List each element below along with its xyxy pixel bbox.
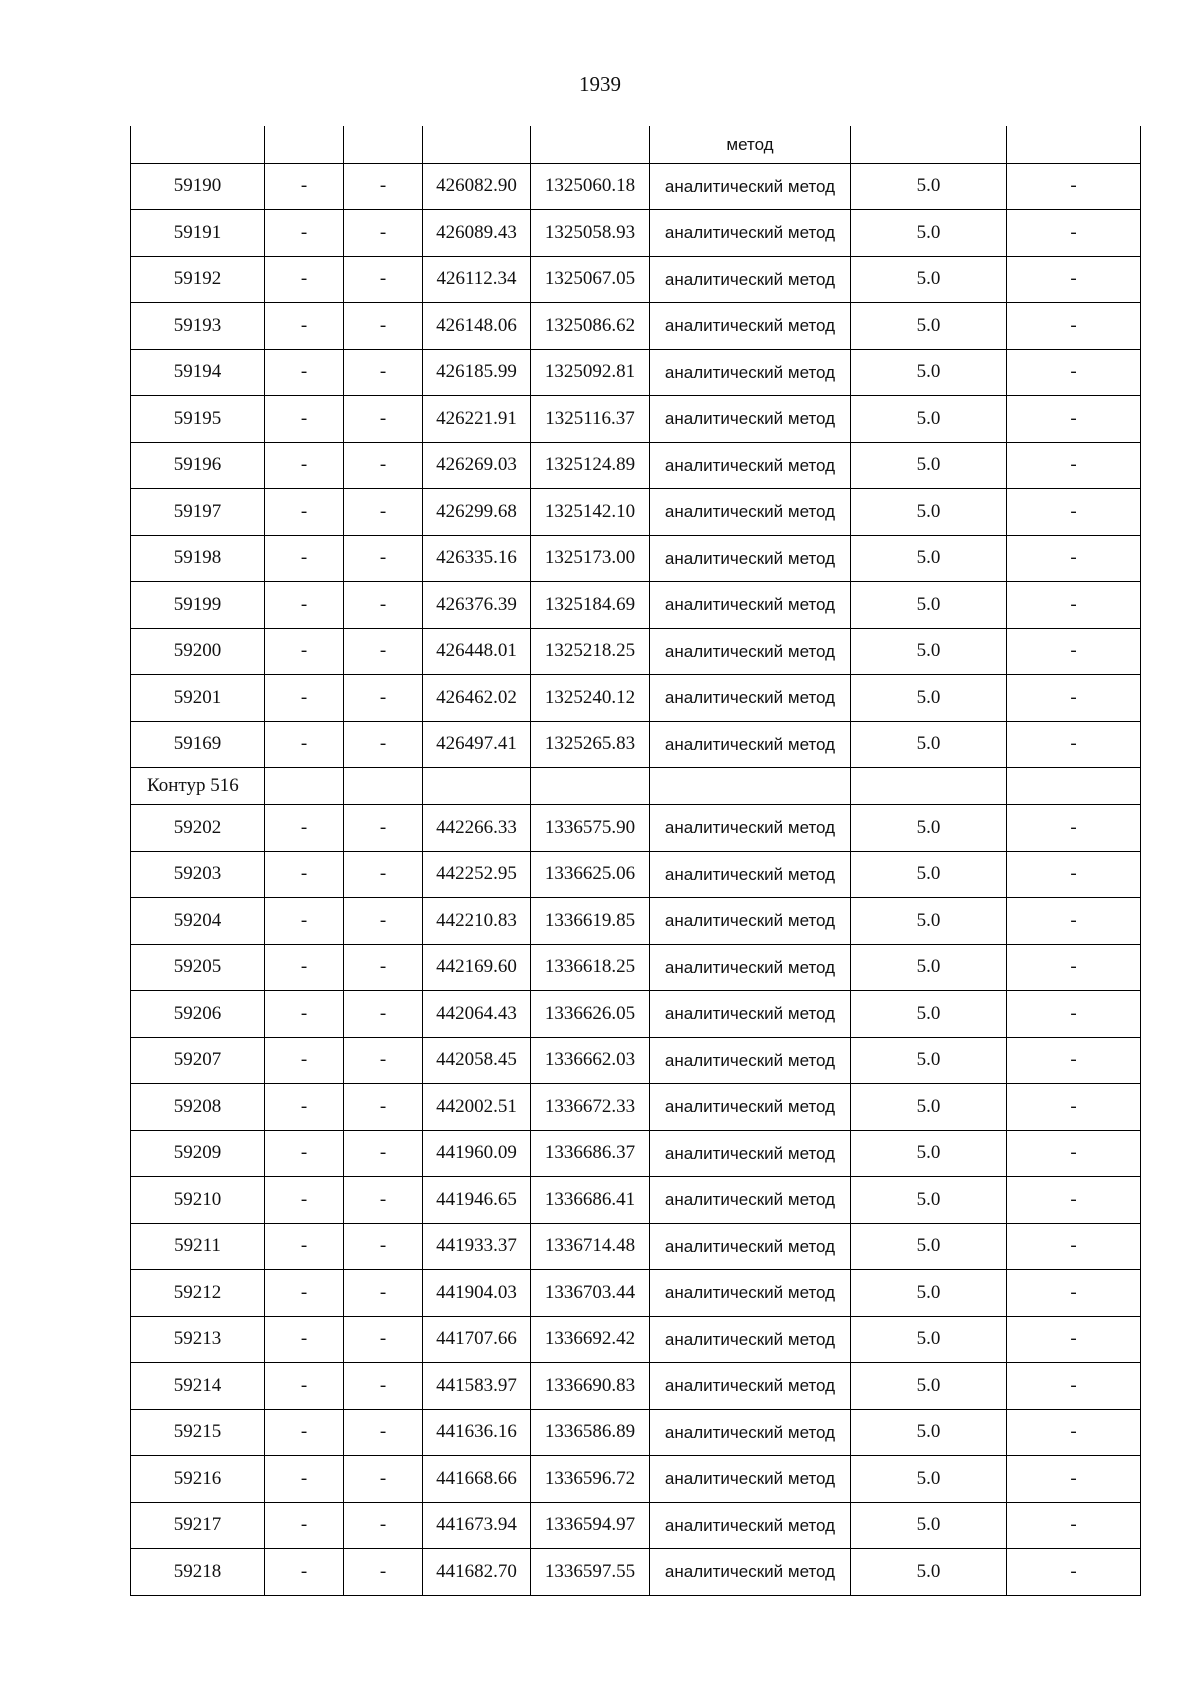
dash-cell: - (344, 1130, 423, 1177)
accuracy-cell: 5.0 (851, 944, 1007, 991)
dash-cell: - (265, 1502, 344, 1549)
table-row (131, 805, 1141, 852)
method-cell: аналитический метод (650, 851, 851, 898)
dash-cell: - (344, 1363, 423, 1410)
y-coordinate-cell: 1336618.25 (531, 944, 650, 991)
y-coordinate-cell: 1325184.69 (531, 582, 650, 629)
point-id-cell: 59210 (131, 1177, 265, 1224)
dash-cell: - (265, 805, 344, 852)
dash-cell: - (1007, 628, 1141, 675)
method-cell: аналитический метод (650, 210, 851, 257)
dash-cell: - (265, 582, 344, 629)
y-coordinate-cell: 1336686.37 (531, 1130, 650, 1177)
method-cell: аналитический метод (650, 1502, 851, 1549)
x-coordinate-cell: 442064.43 (423, 991, 531, 1038)
method-cell: аналитический метод (650, 582, 851, 629)
dash-cell: - (1007, 1363, 1141, 1410)
dash-cell: - (265, 628, 344, 675)
method-cell: аналитический метод (650, 628, 851, 675)
page-number: 1939 (579, 72, 621, 96)
method-cell: аналитический метод (650, 489, 851, 536)
method-cell: аналитический метод (650, 1177, 851, 1224)
point-id-cell: 59198 (131, 535, 265, 582)
point-id-cell: 59196 (131, 442, 265, 489)
point-id-cell: 59217 (131, 1502, 265, 1549)
dash-cell: - (344, 1549, 423, 1596)
accuracy-cell: 5.0 (851, 1223, 1007, 1270)
method-cell: аналитический метод (650, 1456, 851, 1503)
dash-cell: - (344, 991, 423, 1038)
dash-cell: - (344, 256, 423, 303)
point-id-cell: 59218 (131, 1549, 265, 1596)
dash-cell: - (344, 1409, 423, 1456)
dash-cell: - (344, 396, 423, 443)
x-coordinate-cell: 426112.34 (423, 256, 531, 303)
method-cell: аналитический метод (650, 898, 851, 945)
table-row (131, 628, 1141, 675)
dash-cell: - (344, 1177, 423, 1224)
method-cell: аналитический метод (650, 1270, 851, 1317)
x-coordinate-cell: 426221.91 (423, 396, 531, 443)
point-id-cell: 59190 (131, 163, 265, 210)
x-coordinate-cell: 442169.60 (423, 944, 531, 991)
accuracy-cell: 5.0 (851, 898, 1007, 945)
x-coordinate-cell: 426299.68 (423, 489, 531, 536)
y-coordinate-cell: 1325265.83 (531, 721, 650, 768)
dash-cell: - (344, 944, 423, 991)
method-cell: аналитический метод (650, 1316, 851, 1363)
point-id-cell: 59211 (131, 1223, 265, 1270)
dash-cell: - (265, 675, 344, 722)
dash-cell: - (265, 163, 344, 210)
dash-cell: - (344, 303, 423, 350)
table-row (131, 1363, 1141, 1410)
method-cell: аналитический метод (650, 442, 851, 489)
accuracy-cell: 5.0 (851, 628, 1007, 675)
dash-cell: - (265, 991, 344, 1038)
x-coordinate-cell: 442002.51 (423, 1084, 531, 1131)
accuracy-cell: 5.0 (851, 535, 1007, 582)
table-row (131, 851, 1141, 898)
table-row (131, 1223, 1141, 1270)
dash-cell: - (265, 721, 344, 768)
table-row (131, 163, 1141, 210)
section-label: Контур 516 (131, 768, 265, 805)
method-cell: аналитический метод (650, 721, 851, 768)
dash-cell: - (344, 210, 423, 257)
y-coordinate-cell: 1325240.12 (531, 675, 650, 722)
dash-cell: - (1007, 535, 1141, 582)
y-coordinate-cell: 1325060.18 (531, 163, 650, 210)
dash-cell: - (1007, 1223, 1141, 1270)
method-cell: аналитический метод (650, 256, 851, 303)
accuracy-cell: 5.0 (851, 349, 1007, 396)
method-cell: аналитический метод (650, 303, 851, 350)
accuracy-cell: 5.0 (851, 1177, 1007, 1224)
accuracy-cell: 5.0 (851, 1549, 1007, 1596)
accuracy-cell: 5.0 (851, 256, 1007, 303)
table-row (131, 303, 1141, 350)
y-coordinate-cell: 1325124.89 (531, 442, 650, 489)
x-coordinate-cell: 441946.65 (423, 1177, 531, 1224)
point-id-cell: 59212 (131, 1270, 265, 1317)
method-cell: аналитический метод (650, 1223, 851, 1270)
table-row (131, 944, 1141, 991)
dash-cell: - (1007, 256, 1141, 303)
dash-cell: - (265, 1130, 344, 1177)
method-cell: аналитический метод (650, 535, 851, 582)
section-row (131, 768, 1141, 805)
table-row (131, 898, 1141, 945)
dash-cell: - (265, 944, 344, 991)
accuracy-cell: 5.0 (851, 442, 1007, 489)
dash-cell: - (1007, 1084, 1141, 1131)
accuracy-cell: 5.0 (851, 1130, 1007, 1177)
x-coordinate-cell: 426269.03 (423, 442, 531, 489)
table-row (131, 1130, 1141, 1177)
dash-cell: - (265, 396, 344, 443)
accuracy-cell: 5.0 (851, 1037, 1007, 1084)
x-coordinate-cell: 442058.45 (423, 1037, 531, 1084)
table-row (131, 1177, 1141, 1224)
table-row (131, 1316, 1141, 1363)
dash-cell: - (265, 1316, 344, 1363)
x-coordinate-cell: 442210.83 (423, 898, 531, 945)
x-coordinate-cell: 441960.09 (423, 1130, 531, 1177)
accuracy-cell: 5.0 (851, 851, 1007, 898)
table-row (131, 1270, 1141, 1317)
point-id-cell: 59204 (131, 898, 265, 945)
dash-cell: - (265, 210, 344, 257)
dash-cell: - (1007, 1130, 1141, 1177)
table-row (131, 1084, 1141, 1131)
y-coordinate-cell: 1325092.81 (531, 349, 650, 396)
y-coordinate-cell: 1336690.83 (531, 1363, 650, 1410)
x-coordinate-cell: 426376.39 (423, 582, 531, 629)
y-coordinate-cell: 1336596.72 (531, 1456, 650, 1503)
accuracy-cell: 5.0 (851, 163, 1007, 210)
method-cell: аналитический метод (650, 1363, 851, 1410)
point-id-cell: 59201 (131, 675, 265, 722)
method-cell: аналитический метод (650, 991, 851, 1038)
dash-cell: - (344, 163, 423, 210)
accuracy-cell: 5.0 (851, 582, 1007, 629)
dash-cell: - (1007, 1316, 1141, 1363)
dash-cell: - (265, 442, 344, 489)
dash-cell: - (344, 1037, 423, 1084)
point-id-cell: 59193 (131, 303, 265, 350)
accuracy-cell: 5.0 (851, 991, 1007, 1038)
point-id-cell: 59199 (131, 582, 265, 629)
dash-cell: - (1007, 991, 1141, 1038)
table-row (131, 256, 1141, 303)
point-id-cell: 59213 (131, 1316, 265, 1363)
x-coordinate-cell: 426185.99 (423, 349, 531, 396)
method-cell: аналитический метод (650, 1037, 851, 1084)
table-row (131, 1037, 1141, 1084)
y-coordinate-cell: 1336594.97 (531, 1502, 650, 1549)
table-row (131, 535, 1141, 582)
accuracy-cell: 5.0 (851, 805, 1007, 852)
dash-cell: - (344, 1084, 423, 1131)
dash-cell: - (1007, 851, 1141, 898)
dash-cell: - (265, 1456, 344, 1503)
table-row (131, 489, 1141, 536)
table-row (131, 1409, 1141, 1456)
method-cell: аналитический метод (650, 1409, 851, 1456)
y-coordinate-cell: 1325116.37 (531, 396, 650, 443)
dash-cell: - (1007, 1502, 1141, 1549)
y-coordinate-cell: 1336672.33 (531, 1084, 650, 1131)
dash-cell: - (265, 489, 344, 536)
accuracy-cell: 5.0 (851, 1084, 1007, 1131)
dash-cell: - (265, 1270, 344, 1317)
dash-cell: - (1007, 210, 1141, 257)
method-cell: метод (650, 126, 851, 163)
x-coordinate-cell: 442252.95 (423, 851, 531, 898)
dash-cell: - (1007, 303, 1141, 350)
table-row (131, 1549, 1141, 1596)
dash-cell: - (1007, 944, 1141, 991)
method-cell: аналитический метод (650, 163, 851, 210)
dash-cell: - (1007, 721, 1141, 768)
dash-cell: - (265, 1409, 344, 1456)
accuracy-cell: 5.0 (851, 675, 1007, 722)
method-cell: аналитический метод (650, 396, 851, 443)
dash-cell: - (265, 1363, 344, 1410)
table-row (131, 349, 1141, 396)
dash-cell: - (1007, 582, 1141, 629)
method-cell: аналитический метод (650, 1130, 851, 1177)
accuracy-cell: 5.0 (851, 1363, 1007, 1410)
dash-cell: - (344, 582, 423, 629)
dash-cell: - (1007, 1037, 1141, 1084)
point-id-cell: 59206 (131, 991, 265, 1038)
x-coordinate-cell: 441707.66 (423, 1316, 531, 1363)
accuracy-cell: 5.0 (851, 1409, 1007, 1456)
dash-cell: - (344, 1502, 423, 1549)
point-id-cell: 59205 (131, 944, 265, 991)
dash-cell: - (344, 805, 423, 852)
x-coordinate-cell: 441668.66 (423, 1456, 531, 1503)
dash-cell: - (265, 1037, 344, 1084)
table-row (131, 721, 1141, 768)
dash-cell: - (344, 675, 423, 722)
x-coordinate-cell: 442266.33 (423, 805, 531, 852)
y-coordinate-cell: 1325086.62 (531, 303, 650, 350)
dash-cell: - (1007, 396, 1141, 443)
dash-cell: - (1007, 1549, 1141, 1596)
x-coordinate-cell: 426497.41 (423, 721, 531, 768)
table-row (131, 396, 1141, 443)
dash-cell: - (265, 851, 344, 898)
x-coordinate-cell: 426448.01 (423, 628, 531, 675)
y-coordinate-cell: 1336703.44 (531, 1270, 650, 1317)
accuracy-cell: 5.0 (851, 1316, 1007, 1363)
dash-cell: - (1007, 163, 1141, 210)
accuracy-cell: 5.0 (851, 721, 1007, 768)
point-id-cell: 59194 (131, 349, 265, 396)
table-row (131, 210, 1141, 257)
point-id-cell: 59208 (131, 1084, 265, 1131)
accuracy-cell: 5.0 (851, 1456, 1007, 1503)
dash-cell: - (344, 898, 423, 945)
dash-cell: - (1007, 1177, 1141, 1224)
point-id-cell: 59192 (131, 256, 265, 303)
method-cell: аналитический метод (650, 1084, 851, 1131)
method-cell: аналитический метод (650, 1549, 851, 1596)
point-id-cell: 59202 (131, 805, 265, 852)
x-coordinate-cell: 426089.43 (423, 210, 531, 257)
dash-cell: - (265, 1084, 344, 1131)
method-cell: аналитический метод (650, 349, 851, 396)
point-id-cell: 59191 (131, 210, 265, 257)
x-coordinate-cell: 441673.94 (423, 1502, 531, 1549)
x-coordinate-cell: 441636.16 (423, 1409, 531, 1456)
point-id-cell: 59216 (131, 1456, 265, 1503)
accuracy-cell: 5.0 (851, 489, 1007, 536)
point-id-cell: 59169 (131, 721, 265, 768)
dash-cell: - (265, 303, 344, 350)
dash-cell: - (344, 1316, 423, 1363)
y-coordinate-cell: 1336626.05 (531, 991, 650, 1038)
dash-cell: - (1007, 898, 1141, 945)
coordinates-table (130, 126, 1141, 1596)
dash-cell: - (344, 442, 423, 489)
x-coordinate-cell: 426335.16 (423, 535, 531, 582)
method-cell: аналитический метод (650, 805, 851, 852)
dash-cell: - (344, 489, 423, 536)
dash-cell: - (344, 1456, 423, 1503)
x-coordinate-cell: 426082.90 (423, 163, 531, 210)
table-row (131, 1502, 1141, 1549)
y-coordinate-cell: 1325173.00 (531, 535, 650, 582)
dash-cell: - (265, 256, 344, 303)
table-row (131, 675, 1141, 722)
dash-cell: - (1007, 1409, 1141, 1456)
x-coordinate-cell: 441682.70 (423, 1549, 531, 1596)
y-coordinate-cell: 1336692.42 (531, 1316, 650, 1363)
dash-cell: - (1007, 1456, 1141, 1503)
y-coordinate-cell: 1336586.89 (531, 1409, 650, 1456)
point-id-cell: 59197 (131, 489, 265, 536)
point-id-cell: 59195 (131, 396, 265, 443)
y-coordinate-cell: 1336662.03 (531, 1037, 650, 1084)
table-row (131, 1456, 1141, 1503)
dash-cell: - (1007, 489, 1141, 536)
y-coordinate-cell: 1325218.25 (531, 628, 650, 675)
dash-cell: - (265, 1223, 344, 1270)
table-row (131, 991, 1141, 1038)
dash-cell: - (1007, 349, 1141, 396)
y-coordinate-cell: 1336597.55 (531, 1549, 650, 1596)
dash-cell: - (344, 721, 423, 768)
continuation-row (131, 126, 1141, 163)
accuracy-cell: 5.0 (851, 1502, 1007, 1549)
dash-cell: - (344, 1223, 423, 1270)
method-cell: аналитический метод (650, 944, 851, 991)
y-coordinate-cell: 1336619.85 (531, 898, 650, 945)
x-coordinate-cell: 426148.06 (423, 303, 531, 350)
accuracy-cell: 5.0 (851, 210, 1007, 257)
table-row (131, 442, 1141, 489)
point-id-cell: 59209 (131, 1130, 265, 1177)
dash-cell: - (1007, 675, 1141, 722)
dash-cell: - (1007, 1270, 1141, 1317)
dash-cell: - (1007, 805, 1141, 852)
point-id-cell: 59200 (131, 628, 265, 675)
dash-cell: - (265, 898, 344, 945)
point-id-cell: 59203 (131, 851, 265, 898)
dash-cell: - (265, 1177, 344, 1224)
dash-cell: - (265, 1549, 344, 1596)
table-row (131, 582, 1141, 629)
dash-cell: - (265, 535, 344, 582)
accuracy-cell: 5.0 (851, 1270, 1007, 1317)
x-coordinate-cell: 441904.03 (423, 1270, 531, 1317)
y-coordinate-cell: 1325142.10 (531, 489, 650, 536)
y-coordinate-cell: 1325067.05 (531, 256, 650, 303)
point-id-cell: 59214 (131, 1363, 265, 1410)
accuracy-cell: 5.0 (851, 396, 1007, 443)
method-cell: аналитический метод (650, 675, 851, 722)
dash-cell: - (344, 535, 423, 582)
y-coordinate-cell: 1336686.41 (531, 1177, 650, 1224)
dash-cell: - (344, 349, 423, 396)
x-coordinate-cell: 426462.02 (423, 675, 531, 722)
x-coordinate-cell: 441583.97 (423, 1363, 531, 1410)
dash-cell: - (1007, 442, 1141, 489)
x-coordinate-cell: 441933.37 (423, 1223, 531, 1270)
y-coordinate-cell: 1336575.90 (531, 805, 650, 852)
point-id-cell: 59215 (131, 1409, 265, 1456)
y-coordinate-cell: 1325058.93 (531, 210, 650, 257)
point-id-cell: 59207 (131, 1037, 265, 1084)
dash-cell: - (344, 851, 423, 898)
dash-cell: - (265, 349, 344, 396)
y-coordinate-cell: 1336714.48 (531, 1223, 650, 1270)
dash-cell: - (344, 1270, 423, 1317)
y-coordinate-cell: 1336625.06 (531, 851, 650, 898)
accuracy-cell: 5.0 (851, 303, 1007, 350)
table-body (131, 126, 1141, 1595)
dash-cell: - (344, 628, 423, 675)
